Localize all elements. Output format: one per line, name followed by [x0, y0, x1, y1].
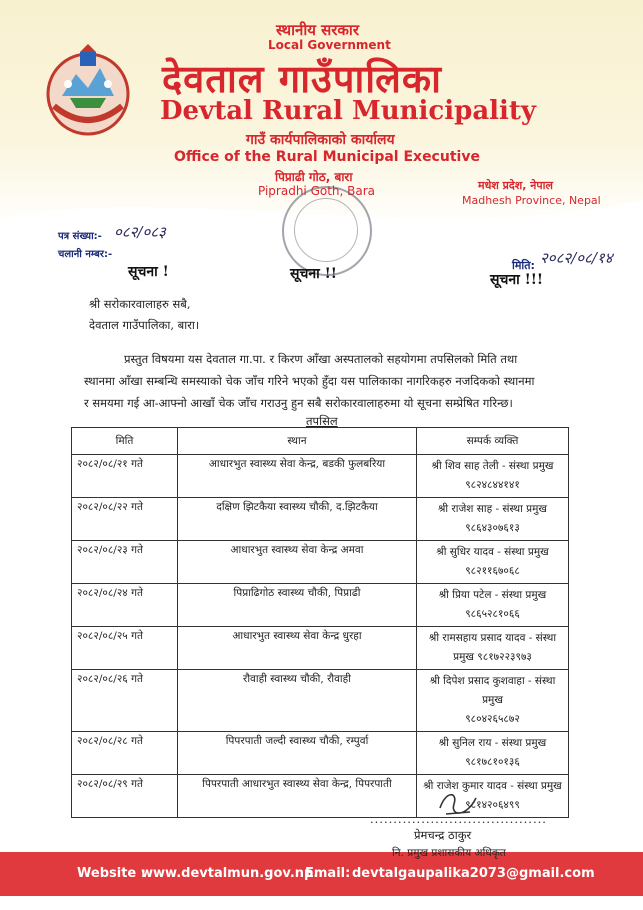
row-date: २०८२/०८/२८ गते — [72, 732, 178, 775]
row-date: २०८२/०८/२१ गते — [72, 455, 178, 498]
row-place: पिपरपाती जल्दी स्वास्थ्य चौकी, रम्पुर्वा — [178, 732, 417, 775]
header-date: मिति — [72, 428, 178, 455]
row-contact-person: श्री रामसहाय प्रसाद यादव - संस्था — [428, 632, 557, 644]
row-contact-person: श्री शिव साह तेली - संस्था प्रमुख — [431, 460, 554, 472]
row-place: पिप्राढिगोठ स्वास्थ्य चौकी, पिप्राढी — [178, 584, 417, 627]
table-row — [72, 627, 569, 670]
province-en: Madhesh Province, Nepal — [462, 194, 601, 207]
email-label: Email: — [305, 866, 351, 881]
date-label: मिति: — [512, 259, 535, 272]
table-row — [72, 541, 569, 584]
salutation-line-2: देवताल गाउँपालिका, बारा। — [89, 318, 200, 332]
row-date: २०८२/०८/२४ गते — [72, 584, 178, 627]
row-contact-phone: ९८१७८१०१३६ — [465, 756, 520, 768]
table-row — [72, 455, 569, 498]
row-contact-person: श्री प्रिया पटेल - संस्था प्रमुख — [438, 589, 547, 601]
province-ne: मधेश प्रदेश, नेपाल — [478, 179, 553, 192]
row-contact-person: श्री दिपेश प्रसाद कुशवाहा - संस्था प्रमुख — [429, 675, 556, 706]
row-contact-phone: ९८६५२८१०६६ — [465, 608, 520, 620]
header-place: स्थान — [178, 428, 417, 455]
row-contact-cell — [417, 584, 569, 627]
row-place: आधारभुत स्वास्थ्य सेवा केन्द्र अमवा — [178, 541, 417, 584]
address-ne: पिप्राढी गोठ, बारा — [275, 170, 353, 184]
row-contact-person: श्री सुधिर यादव - संस्था प्रमुख — [436, 546, 549, 558]
row-contact-cell — [417, 732, 569, 775]
municipality-title-ne: देवताल गाउँपालिका — [162, 57, 442, 101]
email-link[interactable]: devtalgaupalika2073@gmail.com — [352, 866, 595, 881]
header-contact: सम्पर्क व्यक्ति — [417, 428, 569, 455]
row-date: २०८२/०८/२५ गते — [72, 627, 178, 670]
local-gov-ne: स्थानीय सरकार — [276, 21, 359, 39]
row-contact-phone: ९८२११६७०६८ — [465, 565, 520, 577]
website-label: Website : — [77, 866, 146, 881]
row-contact-cell — [417, 498, 569, 541]
notice-3: सूचना !!! — [490, 272, 544, 288]
row-contact-phone: प्रमुख ९८१७२२३९७३ — [453, 651, 532, 663]
dispatch-no-label: चलानी नम्बर:- — [58, 249, 113, 260]
signature-dots: ...................................... — [370, 812, 547, 826]
row-date: २०८२/०८/२६ गते — [72, 670, 178, 732]
office-title-en: Office of the Rural Municipal Executive — [174, 149, 480, 165]
table-title: तपसिल — [306, 414, 338, 428]
date-value: २०८२/०८/१४ — [540, 249, 613, 267]
notice-1: सूचना ! — [128, 264, 169, 280]
row-contact-phone: ९८६४३०७६१३ — [465, 522, 520, 534]
table-row — [72, 670, 569, 732]
row-contact-person: श्री राजेश कुमार यादव - संस्था प्रमुख — [423, 780, 562, 792]
row-place: दक्षिण झिटकैया स्वास्थ्य चौकी, द.झिटकैया — [178, 498, 417, 541]
row-contact-cell — [417, 455, 569, 498]
address-en: Pipradhi Goth, Bara — [258, 184, 376, 198]
table-row — [72, 732, 569, 775]
row-contact-cell — [417, 670, 569, 732]
row-place: रौवाही स्वास्थ्य चौकी, रौवाही — [178, 670, 417, 732]
notice-2: सूचना !! — [290, 266, 337, 282]
office-stamp-inner — [294, 198, 358, 262]
row-contact-cell — [417, 627, 569, 670]
website-link[interactable]: www.devtalmun.gov.np. — [141, 866, 319, 881]
row-contact-person: श्री राजेश साह - संस्था प्रमुख — [438, 503, 547, 515]
row-place: आधारभुत स्वास्थ्य सेवा केन्द्र धुरहा — [178, 627, 417, 670]
row-date: २०८२/०८/२९ गते — [72, 775, 178, 818]
row-place: पिपरपाती आधारभुत स्वास्थ्य सेवा केन्द्र, पिपरपाती — [178, 775, 417, 818]
table-row — [72, 498, 569, 541]
body-line-3: र समयमा गई आ-आफ्नो आखाँ चेक जाँच गराउनु हुन सबै सरोकारवालाहरुमा यो सूचना सम्प्रेषित गरिन्छ। — [84, 396, 513, 410]
row-contact-phone: ९८२४८४४१४१ — [465, 479, 520, 491]
signatory-designation: नि. प्रमुख प्रशासकीय अधिकृत — [392, 847, 506, 859]
row-place: आधारभुत स्वास्थ्य सेवा केन्द्र, बडकी फुलबरिया — [178, 455, 417, 498]
signatory-name: प्रेमचन्द्र ठाकुर — [414, 828, 472, 842]
row-date: २०८२/०८/२३ गते — [72, 541, 178, 584]
row-contact-cell — [417, 541, 569, 584]
municipality-title-en: Devtal Rural Municipality — [160, 96, 537, 126]
nepal-emblem-icon — [40, 44, 136, 140]
row-contact-phone: ९८०४२६५८७२ — [465, 713, 520, 725]
body-line-1: प्रस्तुत विषयमा यस देवताल गा.पा. र किरण आँखा अस्पतालको सहयोगमा तपसिलको मिति तथा — [124, 352, 518, 366]
table-row — [72, 584, 569, 627]
local-gov-en: Local Government — [268, 38, 391, 52]
row-contact-phone: ९८१४२०६४९९ — [465, 799, 520, 811]
body-line-2: स्थानमा आँखा सम्बन्धि समस्याको चेक जाँच गरिने भएको हुँदा यस पालिकाका नागरिकहरु नजदिकको स्थानमा — [84, 374, 535, 388]
salutation-line-1: श्री सरोकारवालाहरु सबै, — [89, 297, 191, 311]
row-date: २०८२/०८/२२ गते — [72, 498, 178, 541]
letter-no-value: ०८२/०८३ — [114, 223, 166, 241]
office-title-ne: गाउँ कार्यपालिकाको कार्यालय — [246, 132, 395, 148]
row-contact-person: श्री सुनिल राय - संस्था प्रमुख — [438, 737, 547, 749]
letter-no-label: पत्र संख्या:- — [58, 231, 102, 242]
table-header-row — [72, 428, 569, 455]
schedule-table — [71, 427, 569, 818]
